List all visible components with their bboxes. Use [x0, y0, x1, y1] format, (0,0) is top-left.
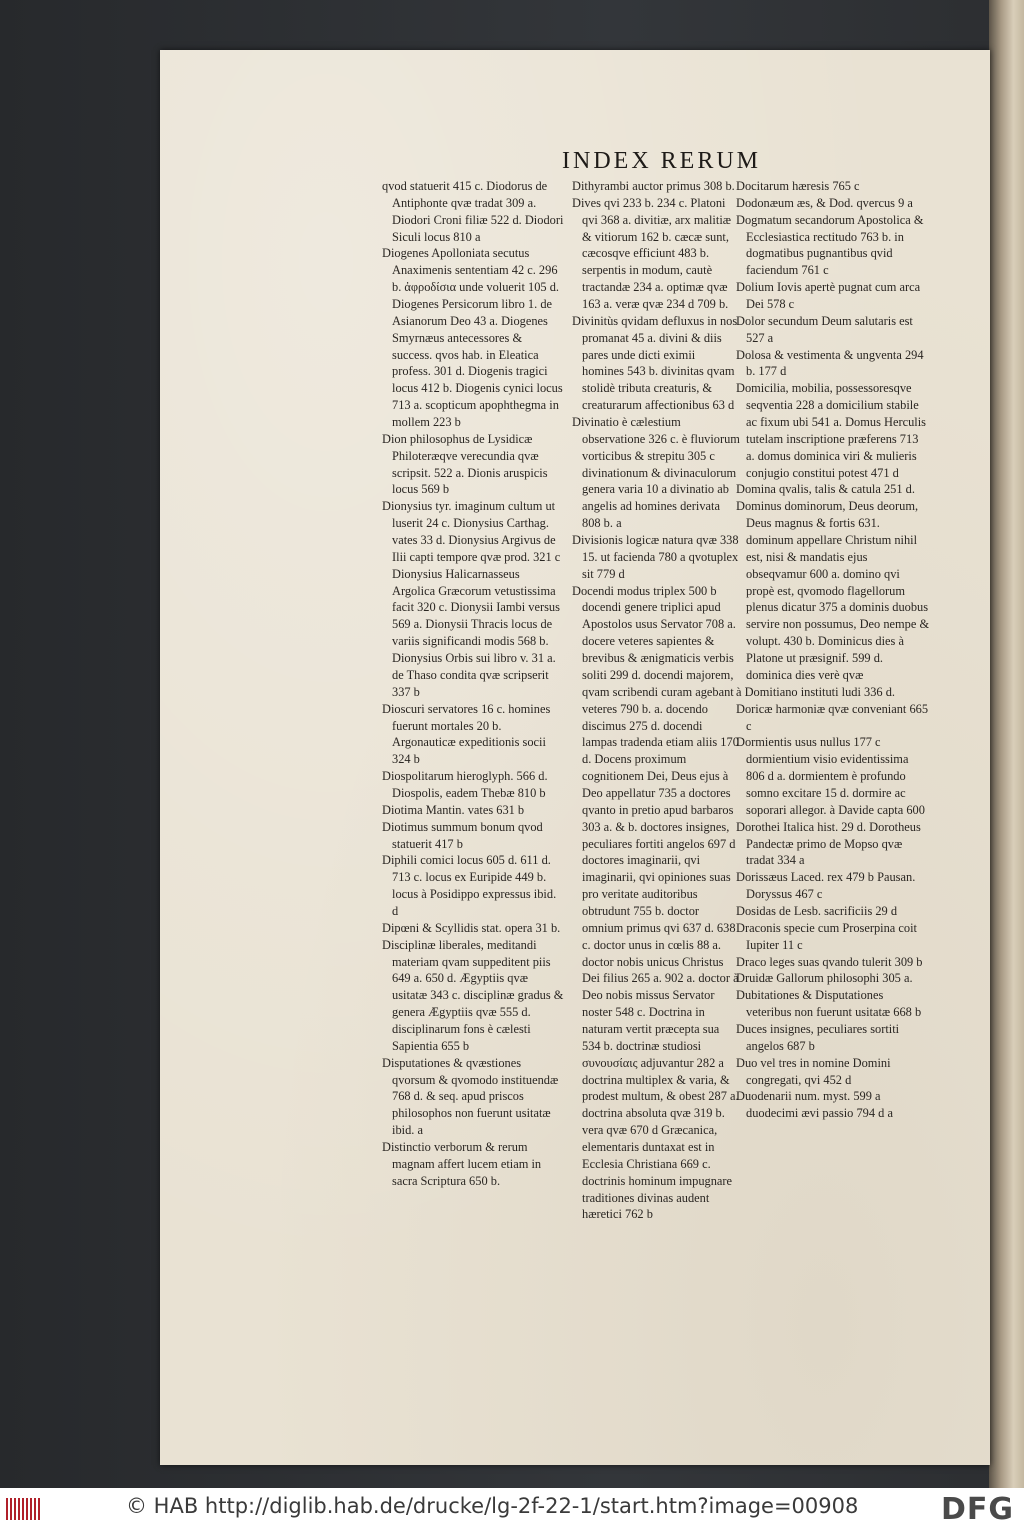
dfg-logo: DFG	[940, 1492, 1014, 1527]
index-entry: Dubitationes & Disputationes veteribus non fuerunt usitatæ 668 b	[736, 988, 922, 1020]
index-entry: Diogenes Apolloniata secutus Anaximenis sententiam 42 c. 296 b. ἀφροδίσια unde voluerit 105 d. Diogenes Persicorum libro 1. de Asianorum Deo 43 a. Diogenes Smyrnæus antecessores & success. qvos hab. in Eleatica profess. 301 d. Diogenis tragici locus 412 b. Diogenis cynici locus 713 a. scopticum apophthegma in mollem 223 b	[382, 246, 563, 430]
index-column-middle	[572, 178, 740, 1223]
index-entry: Duodenarii num. myst. 599 a duodecimi ævi passio 794 d a	[736, 1089, 893, 1121]
index-entry: Diphili comici locus 605 d. 611 d. 713 c. locus ex Euripide 449 b. locus à Posidippo expressus ibid. d	[382, 853, 557, 918]
index-entry: Domina qvalis, talis & catula 251 d.	[736, 482, 915, 497]
index-entry: à Domitiano instituti ludi 336 d.	[736, 684, 896, 699]
index-entry: Duces insignes, peculiares sortiti angelos 687 b	[736, 1021, 900, 1053]
index-entry: Dominus dominorum, Deus deorum, Deus magnus & fortis 631. dominum appellare Christum nihil est, nisi & mandatis ejus obseqvamur 600 a. domino qvi propè est, qvomodo flagellorum plenus dicatur 375 a dominis duobus servire non possumus, Deo nempe & volupt. 430 b. Dominicus dies à Platone ut præsignif. 599 d. dominica dies verè qvæ	[736, 499, 930, 682]
index-entry: qvod statuerit 415 c. Diodorus de Antiphonte qvæ tradat 309 a. Diodori Croni filiæ 522 d. Diodori Siculi locus 810 a	[382, 179, 564, 244]
running-header: INDEX RERUM	[562, 148, 761, 174]
index-entry: Diotimus summum bonum qvod statuerit 417 b	[382, 819, 543, 851]
index-entry: Dosidas de Lesb. sacrificiis 29 d	[736, 903, 898, 918]
index-column-left	[382, 178, 564, 1190]
viewer-footer	[0, 1488, 1024, 1529]
index-entry: Dives qvi 233 b. 234 c. Platoni qvi 368 a. divitiæ, arx malitiæ & vitiorum 162 b. cæcæ sunt, cæcosqve efficiunt 483 b. serpentis in modum, cautè tractandæ 234 a. optimæ qvæ 163 a. veræ qvæ 234 d 709 b.	[572, 195, 732, 312]
index-entry: Dorothei Italica hist. 29 d. Dorotheus Pandectæ primo de Mopso qvæ tradat 334 a	[736, 819, 921, 868]
index-entry: Dipœni & Scyllidis stat. opera 31 b.	[382, 920, 561, 935]
index-entry: Docendi modus triplex 500 b docendi genere triplici apud Apostolos usus Servator 708 a. docere veteres sapientes & brevibus & ænigmaticis verbis soliti 299 d. docendi majorem, qvam scribendi curam agebant veteres 790 b. a. docendo discimus 275 d. docendi lampas tradenda etiam aliis 170 d. Docens proximum cognitionem Dei, Deus ejus à Deo appellatur 735 a doctores qvanto in pretio apud barbaros 303 a. & b. doctores insignes, peculiares fortiti angelos 697 d doctores imaginarii, qvi imaginarii, qvi opiniones suas pro veritate auditoribus obtrudunt 755 b. doctor omnium primus qvi 637 d. 638 c. doctor unus in cœlis 88 a. doctor nobis unicus Christus Dei filius 265 a. 902 a. doctor à Deo nobis missus Servator noster 548 c. Doctrina in naturam vertit præcepta sua 534 b. doctrinæ studiosi συνουσίαις adjuvantur 282 a doctrina multiplex & varia, & prodest multum, & obest 287 a. doctrina absoluta qvæ 319 b. vera qvæ 670 d Græcanica, elementaris duntaxat est in Ecclesia Christiana 669 c. doctrinis hominum impugnare traditiones divinas audent hæretici 762 b	[572, 583, 739, 1222]
index-entry: Dogmatum secandorum Apostolica & Ecclesiastica rectitudo 763 b. in dogmatibus pugnantibus qvid faciendum 761 c	[736, 212, 924, 278]
index-entry: Draconis specie cum Proserpina coit Iupiter 11 c	[736, 920, 917, 952]
index-entry: Divisionis logicæ natura qvæ 338 15. ut facienda 780 a qvotuplex sit 779 d	[572, 533, 739, 581]
index-entry: Diotima Mantin. vates 631 b	[382, 802, 525, 817]
index-entry: Distinctio verborum & rerum magnam affert lucem etiam in sacra Scriptura 650 b.	[382, 1139, 542, 1188]
index-entry: Divinatio è cælestium observatione 326 c. è fluviorum vorticibus & strepitu 305 c divinationum & divinaculorum genera varia 10 a divinatio ab angelis ad homines derivata 808 b. a	[572, 415, 740, 531]
index-entry: Druidæ Gallorum philosophi 305 a.	[736, 971, 913, 986]
index-entry: Dithyrambi auctor primus 308 b.	[572, 179, 735, 193]
barcode-icon	[6, 1498, 40, 1520]
index-entry: Disciplinæ liberales, meditandi materiam qvam suppeditent piis 649 a. 650 d. Ægyptiis qvæ usitatæ 343 c. disciplinæ gradus & genera Ægyptiis qvæ 555 d. disciplinarum fons è cælesti Sapientia 655 b	[382, 937, 564, 1053]
index-entry: Dormientis usus nullus 177 c dormientium visio evidentissima 806 d a. dormientem è profundo somno excitare 15 d. dormire ac soporari allegor. à Davide capta 600	[736, 735, 925, 817]
index-entry: Divinitùs qvidam defluxus in nos promanat 45 a. divini & diis pares unde dicti eximii homines 543 b. divinitas qvam stolidè tributa creaturis, & creaturarum affectionibus 63 d	[572, 313, 738, 413]
index-entry: Diospolitarum hieroglyph. 566 d. Diospolis, eadem Thebæ 810 b	[382, 769, 548, 800]
index-entry: Dionysius tyr. imaginum cultum ut luserit 24 c. Dionysius Carthag. vates 33 d. Dionysius Argivus de Ilii capti tempore qvæ prod. 321 c Dionysius Halicarnasseus Argolica Græcorum vetustissima facit 320 c. Dionysii Iambi versus 569 a. Dionysii Thracis locus de variis significandi modis 568 b. Dionysius Orbis sui libro v. 31 a. de Thaso condita qvæ scripserit 337 b	[382, 499, 561, 699]
index-entry: Dolium Iovis apertè pugnat cum arca Dei 578 c	[736, 280, 921, 312]
index-entry: Dioscuri servatores 16 c. homines fuerunt mortales 20 b. Argonauticæ expeditionis socii 324 b	[382, 701, 551, 767]
index-entry: Dolor secundum Deum salutaris est 527 a	[736, 313, 913, 345]
index-entry: Disputationes & qvæstiones qvorsum & qvomodo instituendæ 768 d. & seq. apud priscos philosophos non fuerunt usitatæ ibid. a	[382, 1055, 559, 1138]
index-column-right	[736, 178, 930, 1122]
book-spine-edge	[989, 0, 1024, 1488]
index-entry: Dion philosophus de Lysidicæ Philoteræqve verecundia qvæ scripsit. 522 a. Dionis aruspicis locus 569 b	[382, 431, 548, 497]
index-entry: Domicilia, mobilia, possessoresqve seqventia 228 a domicilium stabile ac fixum ubi 541 a. Domus Herculis tutelam inscriptione præferens 713 a. domus dominica viri & mulieris conjugio constitui potest 471 d	[736, 381, 926, 480]
index-entry: Docitarum hæresis 765 c	[736, 179, 860, 193]
index-entry: Dodonæum æs, & Dod. qvercus 9 a	[736, 195, 913, 210]
index-entry: Dorissæus Laced. rex 479 b Pausan. Doryssus 467 c	[736, 870, 916, 902]
index-entry: Draco leges suas qvando tulerit 309 b	[736, 954, 923, 969]
index-entry: Duo vel tres in nomine Domini congregati, qvi 452 d	[736, 1055, 891, 1087]
index-entry: Doricæ harmoniæ qvæ conveniant 665 c	[736, 701, 929, 733]
index-entry: Dolosa & vestimenta & ungventa 294 b. 177 d	[736, 347, 924, 379]
source-url[interactable]: © HAB http://diglib.hab.de/drucke/lg-2f-22-1/start.htm?image=00908	[126, 1494, 859, 1518]
